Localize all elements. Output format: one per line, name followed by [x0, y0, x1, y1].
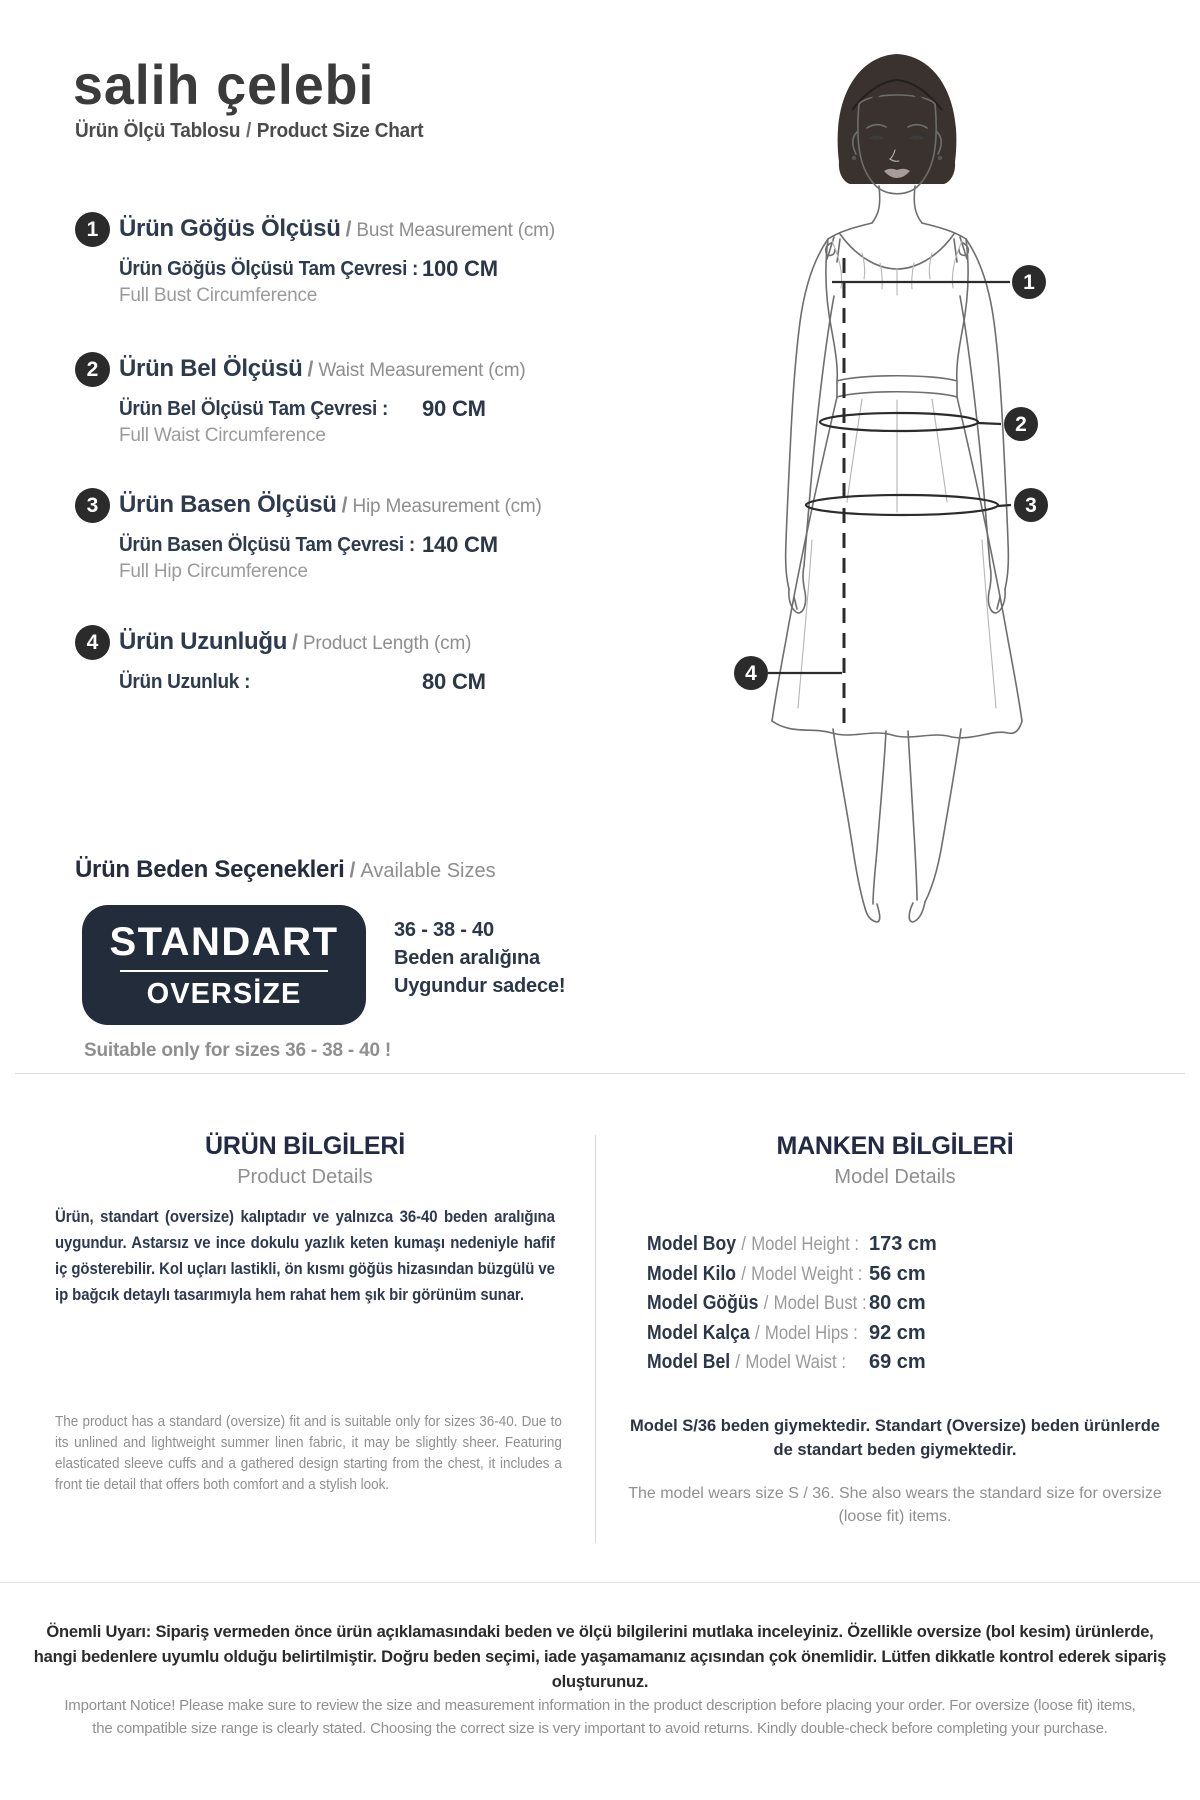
left-foot — [865, 904, 880, 922]
measurement-title — [119, 355, 525, 383]
title-separator: / — [246, 120, 252, 142]
model-row-label-tr: Model Boy — [647, 1233, 736, 1255]
important-notice-tr: Önemli Uyarı: Sipariş vermeden önce ürün açıklamasındaki beden ve ölçü bilgilerini mutlaka inceleyiniz. Özellikle oversize (bol kesim) ürünlerde, hangi bedenlere uyumlu olduğu belirtilmiştir. Doğru beden seçimi, iade yaşamamanız açısından çok önemlidir. Lütfen dikkatle kontrol ederek sipariş oluşturunuz. — [33, 1623, 1167, 1691]
measurement-title — [119, 215, 555, 243]
model-measurements-list — [647, 1233, 1127, 1381]
product-info-title-en: Product Details — [237, 1166, 373, 1188]
size-caption-en: Suitable only for sizes 36 - 38 - 40 ! — [84, 1040, 392, 1061]
neckline — [840, 234, 954, 269]
slash-separator: / — [741, 1263, 746, 1285]
measurement-title-en: Bust Measurement (cm) — [356, 220, 555, 241]
measurement-label: Ürün Basen Ölçüsü Tam Çevresi : — [119, 534, 415, 556]
model-row-value: 92 cm — [869, 1321, 926, 1344]
measurement-value: 140 CM — [422, 532, 498, 557]
model-row-label-tr: Model Kalça — [647, 1321, 750, 1344]
slash-separator: / — [754, 1322, 760, 1344]
measurement-title-tr: Ürün Göğüs Ölçüsü — [119, 215, 341, 242]
size-type-badge — [82, 905, 366, 1025]
measurement-section-length — [75, 625, 545, 745]
model-row-weight — [647, 1263, 1127, 1293]
measurement-section-waist — [75, 352, 545, 472]
measurement-title-en: Hip Measurement (cm) — [352, 496, 542, 517]
measurement-row — [119, 534, 539, 557]
measurement-value: 80 CM — [422, 669, 486, 694]
measurement-row — [119, 258, 539, 281]
measurement-caption-en: Full Bust Circumference — [119, 285, 318, 306]
left-leg — [833, 729, 865, 908]
measurement-section-bust — [75, 212, 555, 332]
slash-separator: / — [763, 1293, 769, 1314]
size-range-line3: Uygundur sadece! — [394, 975, 566, 997]
skirt-hem — [772, 721, 1022, 738]
measurement-label: Ürün Uzunluk : — [119, 671, 251, 693]
hip-ellipse — [806, 495, 998, 515]
model-row-waist — [647, 1351, 1127, 1381]
model-row-value: 173 cm — [869, 1233, 937, 1255]
model-row-label-en: Model Waist : — [745, 1352, 846, 1373]
model-info-title-en: Model Details — [834, 1166, 956, 1188]
vertical-divider — [595, 1135, 596, 1543]
size-range-line1: 36 - 38 - 40 — [394, 919, 494, 941]
figure-marker-2-label: 2 — [1015, 413, 1027, 436]
right-leg — [925, 729, 961, 902]
measurement-row — [119, 398, 539, 421]
number-badge-2: 2 — [75, 352, 110, 387]
slash-separator: / — [307, 358, 314, 381]
page-title-en: Product Size Chart — [256, 120, 424, 142]
slash-separator: / — [735, 1352, 741, 1373]
slash-separator: / — [349, 859, 356, 882]
model-row-value: 80 cm — [869, 1292, 926, 1314]
measurement-row — [119, 671, 539, 694]
right-foot — [909, 902, 925, 922]
figure-marker-3-label: 3 — [1025, 494, 1037, 517]
size-badge-standart: STANDART — [109, 920, 339, 964]
model-row-label-en: Model Height : — [751, 1234, 860, 1255]
figure-marker-1-label: 1 — [1023, 271, 1035, 294]
measurement-caption-en: Full Waist Circumference — [119, 425, 326, 446]
measurement-title-tr: Ürün Bel Ölçüsü — [119, 355, 303, 382]
page-title-tr: Ürün Ölçü Tablosu — [75, 120, 241, 142]
model-note-tr: Model S/36 beden giymektedir. Standart (Oversize) beden ürünlerde de standart beden giymektedir. — [630, 1417, 1160, 1459]
model-row-height — [647, 1233, 1127, 1263]
number-badge-3: 3 — [75, 488, 110, 523]
right-hand — [988, 566, 1005, 613]
measurement-title-en: Product Length (cm) — [302, 633, 472, 654]
left-hand — [789, 566, 806, 613]
slash-separator: / — [345, 218, 352, 241]
number-badge-1: 1 — [75, 212, 110, 247]
product-description-en: The product has a standard (oversize) fit and is suitable only for sizes 36-40. Due to its unlined and lightweight summer linen fabric, it may be slightly sheer. Featuring elasticated sleeve cuffs and a gathered design starting from the chest, it includes a front tie detail that offers both comfort and a stylish look. — [55, 1414, 562, 1493]
model-row-hips — [647, 1322, 1127, 1352]
measurement-value: 100 CM — [422, 256, 498, 281]
brand-logo: salih çelebi — [73, 53, 375, 116]
figure-marker-4-label: 4 — [745, 662, 757, 685]
model-illustration — [560, 30, 1200, 950]
slash-separator: / — [341, 494, 348, 517]
number-badge-4: 4 — [75, 625, 110, 660]
model-row-label-tr: Model Kilo — [647, 1262, 736, 1285]
model-note-en: The model wears size S / 36. She also wears the standard size for oversize (loose fit) items. — [628, 1485, 1162, 1525]
product-info-title-tr: ÜRÜN BİLGİLERİ — [205, 1132, 405, 1160]
measurement-title-tr: Ürün Uzunluğu — [119, 628, 288, 655]
model-row-label-en: Model Weight : — [751, 1263, 863, 1285]
hair-shape — [838, 54, 957, 184]
horizontal-divider — [15, 1073, 1185, 1074]
badge-divider — [120, 970, 328, 972]
measurement-section-hip — [75, 488, 545, 608]
important-notice-en: Important Notice! Please make sure to review the size and measurement information in the product description before placing your order. For oversize (loose fit) items, the compatible size range is clearly stated. Choosing the correct size is very important to avoid returns. Kindly double-check before completing your purchase. — [64, 1697, 1136, 1737]
slash-separator: / — [292, 631, 298, 654]
measurement-label: Ürün Bel Ölçüsü Tam Çevresi : — [119, 398, 389, 420]
waist-sash — [837, 376, 957, 397]
measurement-label: Ürün Göğüs Ölçüsü Tam Çevresi : — [119, 258, 419, 280]
measurement-value: 90 CM — [422, 396, 486, 421]
model-info-title-tr: MANKEN BİLGİLERİ — [776, 1132, 1014, 1160]
model-row-label-en: Model Hips : — [764, 1322, 858, 1344]
model-row-label-tr: Model Göğüs — [647, 1292, 759, 1314]
footer-divider — [0, 1582, 1200, 1583]
available-sizes-en: Available Sizes — [360, 860, 496, 882]
page-title — [75, 120, 423, 143]
model-row-label-en: Model Bust : — [773, 1293, 867, 1314]
measurement-title-tr: Ürün Basen Ölçüsü — [119, 491, 337, 518]
model-row-value: 56 cm — [869, 1262, 926, 1285]
model-row-bust — [647, 1292, 1127, 1322]
measurement-title — [119, 491, 542, 519]
available-sizes-heading — [75, 856, 496, 884]
measurement-caption-en: Full Hip Circumference — [119, 561, 308, 582]
available-sizes-tr: Ürün Beden Seçenekleri — [75, 856, 345, 883]
measurement-title — [119, 628, 471, 656]
size-range-line2: Beden aralığına — [394, 947, 540, 969]
measurement-title-en: Waist Measurement (cm) — [318, 360, 526, 381]
size-range-note — [394, 916, 565, 1000]
slash-separator: / — [741, 1234, 746, 1255]
model-row-value: 69 cm — [869, 1351, 926, 1373]
model-row-label-tr: Model Bel — [647, 1351, 731, 1373]
product-description-tr: Ürün, standart (oversize) kalıptadır ve yalnızca 36-40 beden aralığına uygundur. Astarsız ve ince dokulu yazlık keten kumaşı nedeniyle hafif iç gösterebilir. Kol uçları lastikli, ön kısmı göğüs hizasından büzgülü ve ip bağcık detaylı tasarımıyla hem rahat hem şık bir görünüm sunar. — [55, 1207, 555, 1304]
size-badge-oversize: OVERSİZE — [146, 978, 302, 1010]
